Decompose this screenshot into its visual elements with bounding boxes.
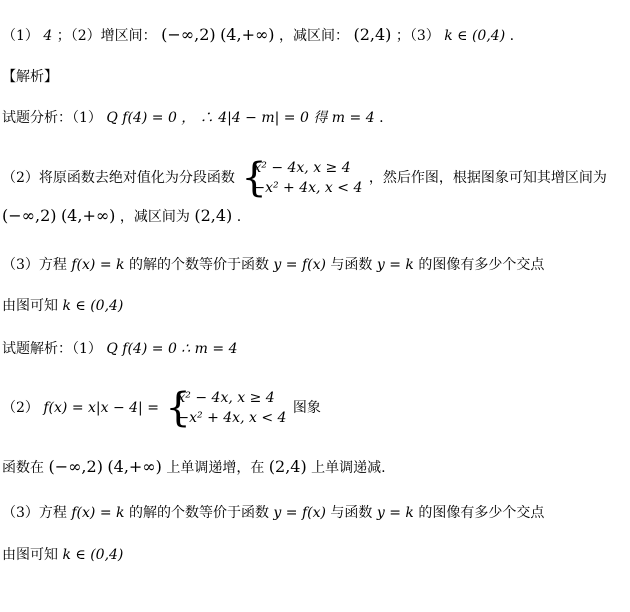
solution-part1-expr: Q f(4) = 0 ∴ m = 4 <box>106 341 238 357</box>
solution-line-1 <box>2 339 237 359</box>
text: 函数在 <box>2 460 44 476</box>
text: 的解的个数等价于函数 <box>128 257 269 273</box>
text: 的图像有多少个交点 <box>418 505 545 521</box>
text: 由图可知 <box>2 547 58 563</box>
text: 由图可知 <box>2 298 58 314</box>
solution-increasing-interval-1: (−∞,2) <box>48 457 103 476</box>
analysis-increasing-interval-1: (−∞,2) <box>2 206 57 225</box>
solution-line-5 <box>2 545 123 565</box>
equation-fx-k: f(x) = k <box>71 505 125 521</box>
text: 与函数 <box>330 257 373 273</box>
text: 上单调递增，在 <box>166 460 265 476</box>
analysis-part1-end: . <box>379 110 384 126</box>
decreasing-interval: (2,4) <box>353 25 392 44</box>
analysis-line-5 <box>2 296 123 316</box>
analysis-line-1 <box>2 108 384 128</box>
increasing-interval-2: (4,+∞) <box>220 25 275 44</box>
decreasing-label: ，减区间： <box>279 28 349 44</box>
piecewise-cases <box>253 158 362 198</box>
solution-line-2 <box>2 385 321 431</box>
analysis-decreasing-interval: (2,4) <box>194 206 233 225</box>
solution-part2-label: （2） <box>2 400 39 416</box>
solution-decreasing-interval: (2,4) <box>268 457 307 476</box>
left-brace-icon: { <box>165 385 191 431</box>
answer-part3-label: ；（3） <box>395 28 440 44</box>
analysis-part2-pre: （2）将原函数去绝对值化为分段函数 <box>2 170 235 186</box>
solution-label: 试题解析：（1） <box>2 341 102 357</box>
k-range: k ∈ (0,4) <box>62 547 124 563</box>
text: 的解的个数等价于函数 <box>128 505 269 521</box>
answer-end: . <box>509 28 515 44</box>
equation-y-k: y = k <box>376 505 414 521</box>
answer-line <box>2 25 514 46</box>
section-title: 【解析】 <box>2 69 58 85</box>
piecewise-case-1: x² − 4x, x ≥ 4 <box>253 160 351 176</box>
analysis-line3-end: . <box>236 209 242 225</box>
equation-y-k: y = k <box>376 257 414 273</box>
answer-part1-label: （1） <box>2 28 39 44</box>
k-range: k ∈ (0,4) <box>444 28 506 44</box>
analysis-increasing-interval-2: (4,+∞) <box>60 206 116 225</box>
analysis-label: 试题分析：（1） <box>2 110 102 126</box>
analysis-line-2 <box>2 155 607 201</box>
solution-line-3 <box>2 457 386 478</box>
answer-part2-label: ；（2）增区间： <box>56 28 157 44</box>
solution-case-2: −x² + 4x, x < 4 <box>177 410 287 426</box>
piecewise-function <box>241 155 363 201</box>
text: 与函数 <box>330 505 373 521</box>
solution-line-4 <box>2 503 544 523</box>
solution-case-1: x² − 4x, x ≥ 4 <box>177 390 275 406</box>
text: 的图像有多少个交点 <box>418 257 545 273</box>
left-brace-icon: { <box>241 155 267 201</box>
equation-fx-k: f(x) = k <box>71 257 125 273</box>
piecewise-case-2: −x² + 4x, x < 4 <box>253 180 363 196</box>
equation-y-fx: y = f(x) <box>273 505 326 521</box>
answer-part1-value: 4 <box>43 28 53 44</box>
analysis-part2-post: ，然后作图，根据图象可知其增区间为 <box>368 170 607 186</box>
solution-piecewise-cases <box>177 388 286 428</box>
graph-label: 图象 <box>292 400 321 416</box>
equation-y-fx: y = f(x) <box>273 257 326 273</box>
text: （3）方程 <box>2 505 67 521</box>
solution-increasing-interval-2: (4,+∞) <box>107 457 162 476</box>
analysis-part1-expr: Q f(4) = 0 ， ∴ 4|4 − m| = 0 得 m = 4 <box>106 110 375 126</box>
analysis-line-3 <box>2 206 241 227</box>
solution-function-definition: f(x) = x|x − 4| = <box>43 400 159 416</box>
analysis-line-4 <box>2 255 544 275</box>
k-range: k ∈ (0,4) <box>62 298 124 314</box>
text: （3）方程 <box>2 257 67 273</box>
solution-piecewise-function <box>165 385 287 431</box>
increasing-interval-1: (−∞,2) <box>161 25 216 44</box>
analysis-decreasing-label: ，减区间为 <box>119 209 190 225</box>
text: 上单调递减. <box>311 460 386 476</box>
